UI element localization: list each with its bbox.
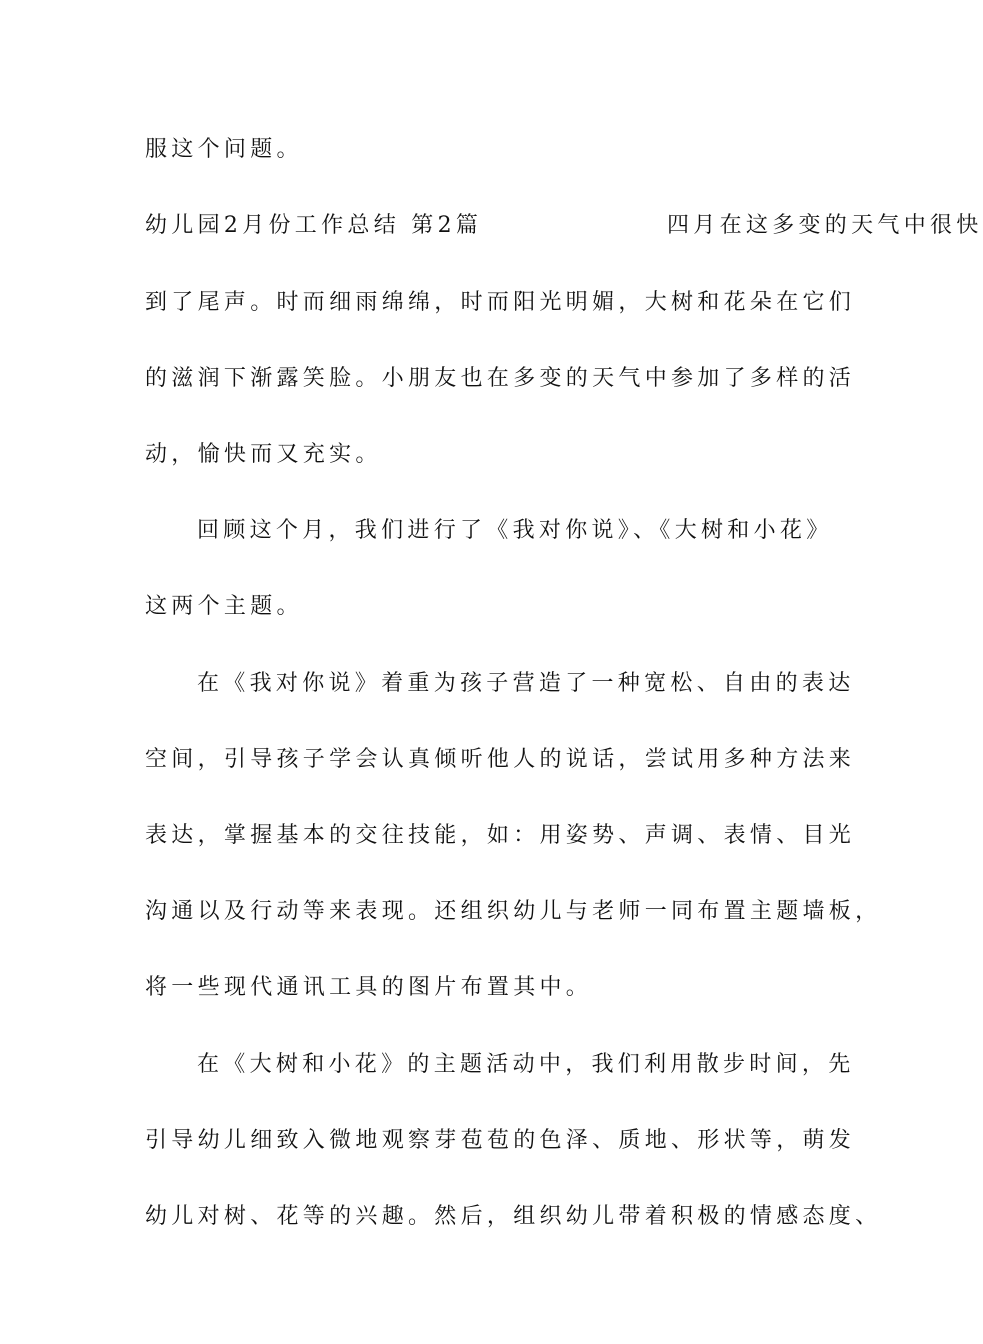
- text-line: 幼儿对树、花等的兴趣。然后，组织幼儿带着积极的情感态度、: [145, 1204, 882, 1229]
- text-line: 在《大树和小花》的主题活动中，我们利用散步时间，先: [197, 1052, 855, 1077]
- section-heading: 幼儿园2月份工作总结 第2篇: [145, 213, 483, 238]
- text-line: 空间，引导孩子学会认真倾听他人的说话，尝试用多种方法来: [145, 747, 856, 772]
- text-line: 这两个主题。: [145, 594, 303, 619]
- text-line: 在《我对你说》着重为孩子营造了一种宽松、自由的表达: [197, 671, 855, 696]
- text-line: 动，愉快而又充实。: [145, 442, 382, 467]
- paragraph-start: 四月在这多变的天气中很快: [667, 213, 983, 238]
- text-line: 到了尾声。时而细雨绵绵，时而阳光明媚，大树和花朵在它们: [145, 290, 856, 315]
- text-line: 服这个问题。: [145, 137, 303, 162]
- text-line: 将一些现代通讯工具的图片布置其中。: [145, 975, 593, 1000]
- text-line: 沟通以及行动等来表现。还组织幼儿与老师一同布置主题墙板，: [145, 899, 882, 924]
- text-line: 引导幼儿细致入微地观察芽苞苞的色泽、质地、形状等，萌发: [145, 1128, 856, 1153]
- text-line: 回顾这个月，我们进行了《我对你说》、《大树和小花》: [197, 518, 833, 543]
- section-heading-line: [145, 206, 983, 246]
- text-line: 表达，掌握基本的交往技能，如：用姿势、声调、表情、目光: [145, 823, 856, 848]
- text-line: 的滋润下渐露笑脸。小朋友也在多变的天气中参加了多样的活: [145, 366, 856, 391]
